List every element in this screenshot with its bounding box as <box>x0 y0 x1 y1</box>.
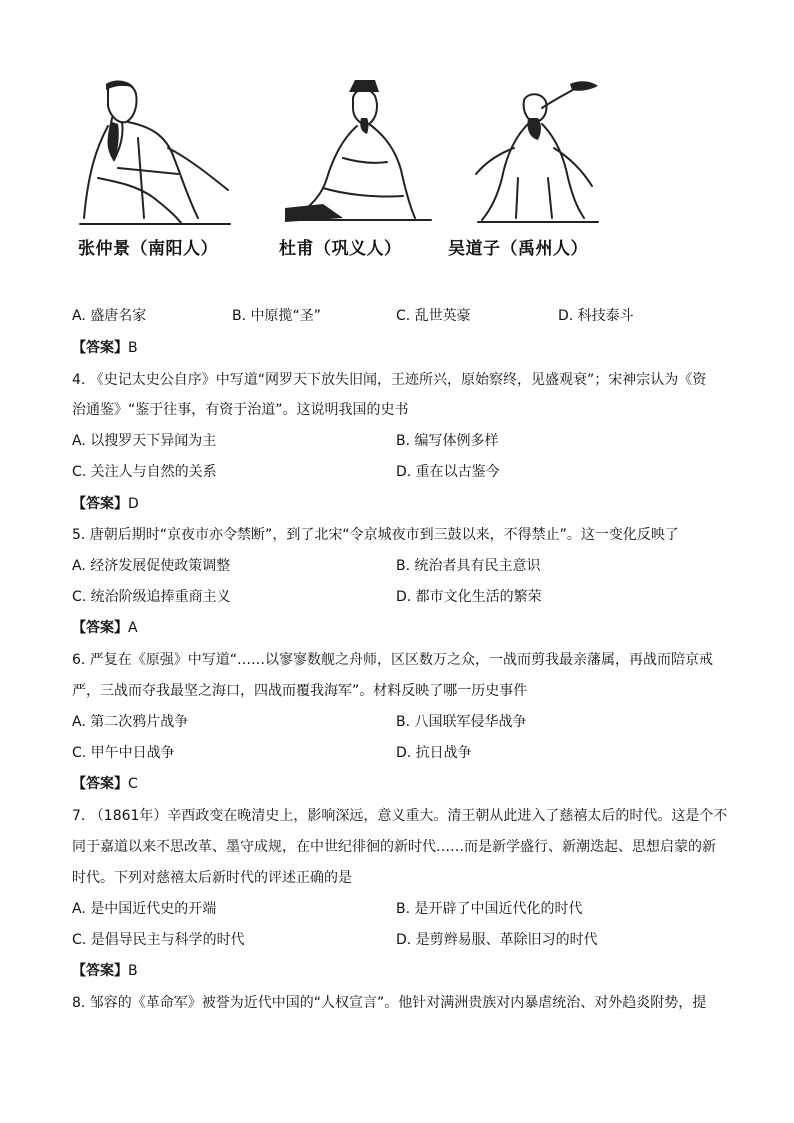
q3-option-d[interactable]: D. 科技泰斗 <box>558 308 634 324</box>
q6-option-a[interactable]: A. 第二次鸦片战争 <box>72 714 189 730</box>
q3-option-b[interactable]: B. 中原揽“圣” <box>232 308 322 324</box>
q6-answer <box>72 774 138 794</box>
q4-option-d[interactable]: D. 重在以古鉴今 <box>396 464 500 480</box>
answer-tag: 【答案】 <box>72 620 128 636</box>
figure-caption: 吴道子（禹州人） <box>448 239 588 259</box>
figure-caption: 杜甫（巩义人） <box>279 239 402 259</box>
answer-value: B <box>128 340 138 356</box>
q3-option-c[interactable]: C. 乱世英豪 <box>396 308 471 324</box>
figure-caption: 张仲景（南阳人） <box>78 239 218 259</box>
q7-option-d[interactable]: D. 是剪辫易服、革除旧习的时代 <box>396 932 598 948</box>
q4-answer <box>72 494 139 514</box>
q6-option-d[interactable]: D. 抗日战争 <box>396 745 472 761</box>
q7-stem-line: 同于嘉道以来不思改革、墨守成规，在中世纪徘徊的新时代……而是新学盛行、新潮迭起、思想启蒙的新 <box>72 839 716 855</box>
q5-option-a[interactable]: A. 经济发展促使政策调整 <box>72 558 231 574</box>
wu-daozi-portrait-icon <box>458 78 608 228</box>
q7-stem-line: 时代。下列对慈禧太后新时代的评述正确的是 <box>72 870 352 886</box>
q6-stem-line: 严，三战而夺我最坚之海口，四战而覆我海军”。材料反映了哪一历史事件 <box>72 683 528 699</box>
du-fu-portrait-icon <box>283 78 433 228</box>
answer-tag: 【答案】 <box>72 776 128 792</box>
figure-wu-daozi <box>448 78 608 259</box>
q6-option-c[interactable]: C. 甲午中日战争 <box>72 745 175 761</box>
q4-option-b[interactable]: B. 编写体例多样 <box>396 433 499 449</box>
q4-stem-line: 4. 《史记太史公自序》中写道“网罗天下放失旧闻，王迹所兴，原始察终，见盛观衰”；宋神宗认为《资 <box>72 372 707 388</box>
zhang-zhongjing-portrait-icon <box>78 78 233 228</box>
answer-tag: 【答案】 <box>72 496 128 512</box>
answer-tag: 【答案】 <box>72 963 128 979</box>
q5-stem-line: 5. 唐朝后期时“京夜市亦令禁断”，到了北宋“令京城夜市到三鼓以来，不得禁止”。这一变化反映了 <box>72 527 679 543</box>
figure-du-fu <box>279 78 433 259</box>
q7-stem-line: 7. （1861年）辛酉政变在晚清史上，影响深远，意义重大。清王朝从此进入了慈禧太后的时代。这是个不 <box>72 808 728 824</box>
q6-option-b[interactable]: B. 八国联军侵华战争 <box>396 714 527 730</box>
q4-option-c[interactable]: C. 关注人与自然的关系 <box>72 464 217 480</box>
q6-stem-line: 6. 严复在《原强》中写道“……以寥寥数舰之舟师，区区数万之众，一战而剪我最亲藩属，再战而陪京戒 <box>72 652 714 668</box>
q7-option-b[interactable]: B. 是开辟了中国近代化的时代 <box>396 901 583 917</box>
q8-stem-line: 8. 邹容的《革命军》被誉为近代中国的“人权宣言”。他针对满洲贵族对内暴虐统治、对外趋炎附势，提 <box>72 995 707 1011</box>
answer-value: A <box>128 620 138 636</box>
answer-value: B <box>128 963 138 979</box>
q7-option-c[interactable]: C. 是倡导民主与科学的时代 <box>72 932 245 948</box>
q5-option-d[interactable]: D. 都市文化生活的繁荣 <box>396 589 542 605</box>
q3-answer <box>72 338 138 358</box>
q5-option-c[interactable]: C. 统治阶级追捧重商主义 <box>72 589 231 605</box>
answer-value: C <box>128 776 138 792</box>
q4-option-a[interactable]: A. 以搜罗天下异闻为主 <box>72 433 217 449</box>
q3-option-a[interactable]: A. 盛唐名家 <box>72 308 147 324</box>
q5-option-b[interactable]: B. 统治者具有民主意识 <box>396 558 541 574</box>
answer-value: D <box>128 496 139 512</box>
q4-stem-line: 治通鉴》“鉴于往事，有资于治道”。这说明我国的史书 <box>72 402 409 418</box>
q7-answer <box>72 961 138 981</box>
answer-tag: 【答案】 <box>72 340 128 356</box>
figure-zhang-zhongjing <box>78 78 233 259</box>
figure-row <box>78 78 638 258</box>
q5-answer <box>72 618 138 638</box>
q7-option-a[interactable]: A. 是中国近代史的开端 <box>72 901 217 917</box>
